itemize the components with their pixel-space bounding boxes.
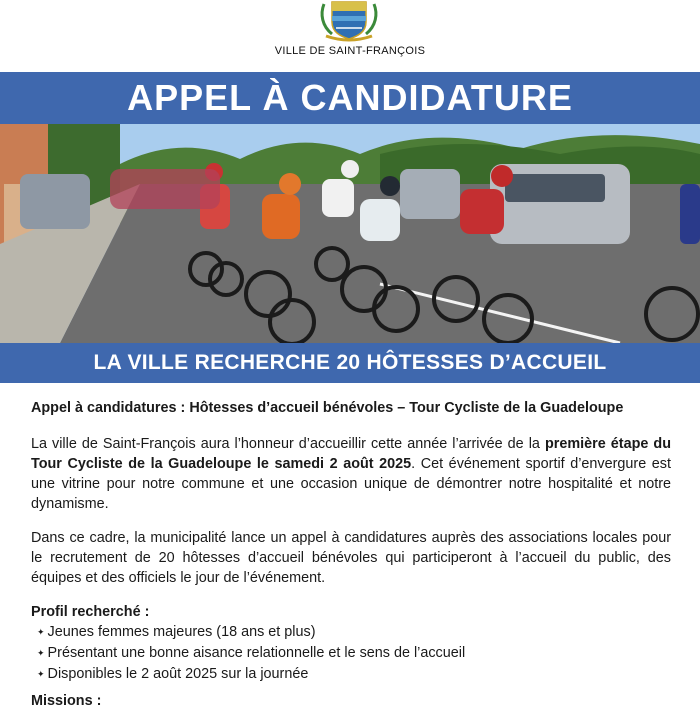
town-name: VILLE DE SAINT-FRANÇOIS [274,45,426,57]
context-paragraph: Dans ce cadre, la municipalité lance un appel à candidatures auprès des associations locales pour le recrutement de 20 hôtesses d’accueil bénévoles qui participeront à l’accueil du public, des équipes et des officiels le jour de l’événement. [31,530,671,586]
intro-paragraph [31,434,671,514]
intro-text-end: . Cet événement sportif d’envergure est une vitrine pour notre commune et une occasion unique de démontrer notre hospitalité et notre dynamisme. [31,456,671,512]
coat-of-arms-icon [318,0,380,42]
intro-highlight: première étape du Tour Cycliste de la Guadeloupe le samedi 2 août 2025 [31,436,671,472]
profile-title: Profil recherché : [31,604,150,620]
hostesses-banner [0,343,700,383]
announcement-subtitle: Appel à candidatures : Hôtesses d’accueil bénévoles – Tour Cycliste de la Guadeloupe [31,400,624,416]
missions-title: Missions : [31,693,102,709]
profile-item: ✦ Présentant une bonne aisance relationnelle et le sens de l’accueil [37,643,671,664]
profile-item: ✦ Jeunes femmes majeures (18 ans et plus) [37,622,671,643]
profile-item: ✦ Disponibles le 2 août 2025 sur la journée [37,664,671,685]
profile-list [31,622,671,685]
cyclists-racing-photo [0,124,700,343]
header [0,0,700,70]
announcement-body [31,398,671,711]
intro-text-start: La ville de Saint-François aura l’honneur d’accueillir cette année l’arrivée de la [31,436,545,452]
call-for-applications-banner [0,72,700,124]
hostesses-banner-title: LA VILLE RECHERCHE 20 HÔTESSES D’ACCUEIL [93,351,607,374]
banner-title: APPEL À CANDIDATURE [127,77,573,118]
